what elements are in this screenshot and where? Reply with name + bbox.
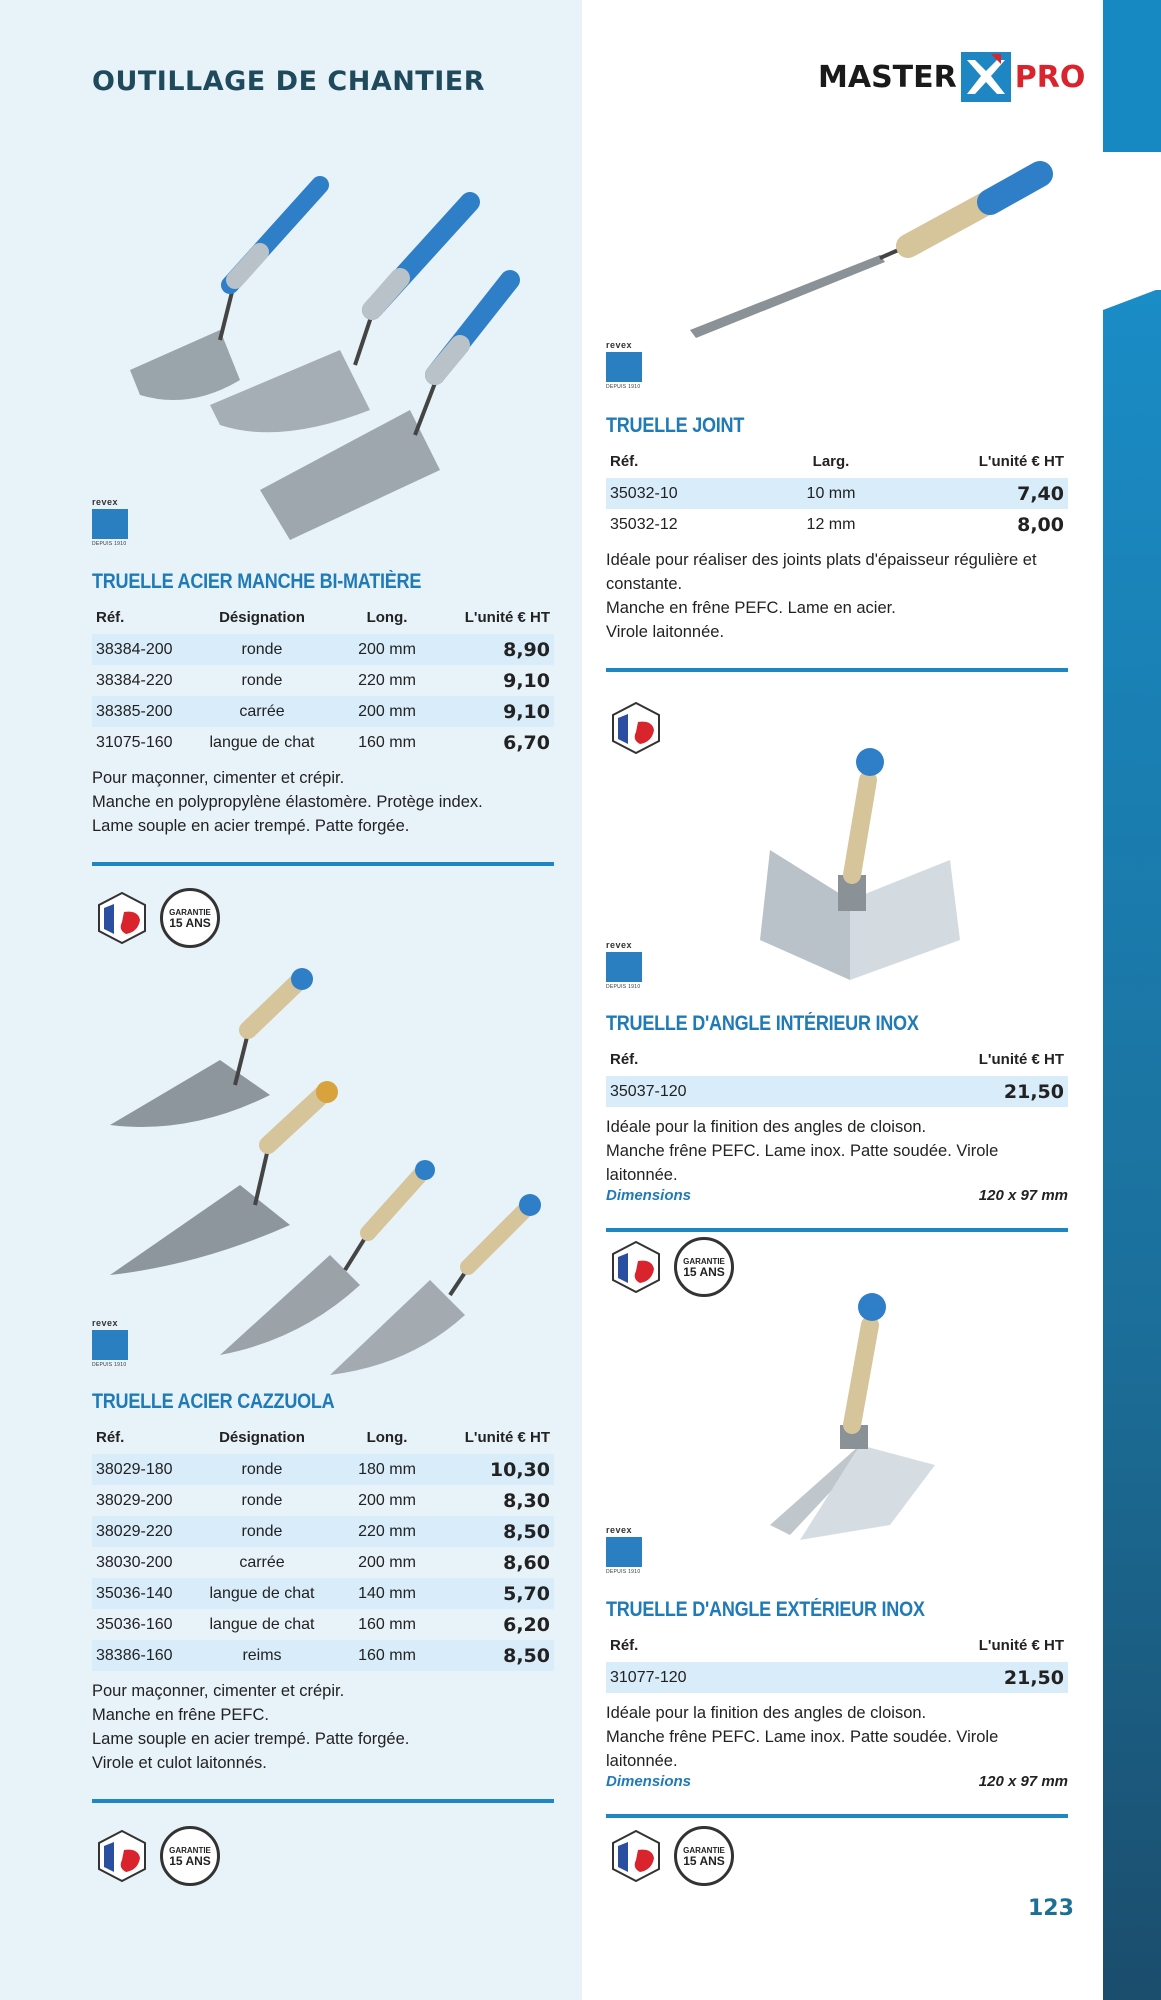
brand-name: revex	[92, 497, 119, 507]
page-title: OUTILLAGE DE CHANTIER	[92, 66, 486, 97]
desc-line: Manche en polypropylène élastomère. Protège index.	[92, 793, 483, 811]
desc-line: Pour maçonner, cimenter et crépir.	[92, 1682, 345, 1700]
brand-box	[606, 352, 642, 382]
cell-long: 200 mm	[358, 1553, 416, 1571]
header-ref: Réf.	[96, 608, 125, 626]
header-price: L'unité € HT	[464, 608, 550, 626]
desc-line: Manche frêne PEFC. Lame inox. Patte soudée. Virole laitonnée.	[606, 1728, 999, 1770]
revex-brand-logo	[606, 340, 642, 390]
table-header	[606, 1628, 1068, 1662]
cell-long: 220 mm	[358, 671, 416, 689]
product-description	[92, 766, 554, 838]
product-description	[606, 1701, 1068, 1773]
brand-name: revex	[606, 340, 633, 350]
badges	[94, 888, 220, 948]
desc-line: Pour maçonner, cimenter et crépir.	[92, 769, 345, 787]
cell-ref: 38384-220	[96, 671, 173, 689]
product-angle-interieur	[606, 1012, 1068, 1232]
product-truelle-joint	[606, 414, 1068, 672]
header-larg: Larg.	[812, 452, 850, 470]
section-divider	[92, 1799, 554, 1803]
brand-sub: DEPUIS 1910	[92, 541, 127, 547]
desc-line: Virole et culot laitonnés.	[92, 1754, 267, 1772]
cell-designation: langue de chat	[209, 733, 315, 751]
cell-ref: 38029-180	[92, 1454, 187, 1485]
cell-price: 5,70	[437, 1578, 554, 1609]
table-row	[92, 1516, 554, 1547]
cell-ref: 35037-120	[606, 1076, 826, 1107]
cell-ref: 38385-200	[92, 696, 187, 727]
cell-price: 9,10	[503, 669, 550, 692]
side-strip-main	[1103, 290, 1161, 2000]
table-header	[606, 1042, 1068, 1076]
revex-brand-logo	[606, 940, 642, 990]
dimensions-value: 120 x 97 mm	[978, 1773, 1068, 1790]
desc-line: Idéale pour la finition des angles de cloison.	[606, 1704, 927, 1722]
cell-price: 8,90	[437, 634, 554, 665]
cell-price: 8,50	[437, 1516, 554, 1547]
table-row	[92, 1640, 554, 1671]
brand-sub: DEPUIS 1910	[606, 384, 641, 390]
cell-ref: 35036-140	[92, 1578, 187, 1609]
product-image-truelle-joint	[680, 140, 1080, 350]
cell-ref: 38029-220	[92, 1516, 187, 1547]
logo-pro: PRO	[1014, 59, 1086, 95]
table-row	[92, 1578, 554, 1609]
product-image-angle-interieur	[750, 740, 980, 990]
cell-ref: 35032-10	[606, 478, 756, 509]
brand-box	[92, 509, 128, 539]
brand-sub: DEPUIS 1910	[606, 984, 641, 990]
product-bi-matiere	[92, 570, 554, 866]
cell-long: 160 mm	[337, 1640, 437, 1671]
cell-price: 21,50	[826, 1662, 1068, 1693]
header-price: L'unité € HT	[978, 452, 1064, 470]
spec-table	[92, 600, 554, 758]
table-row	[606, 478, 1068, 509]
header-long: Long.	[366, 1428, 408, 1446]
brand-sub: DEPUIS 1910	[92, 1362, 127, 1368]
guarantee-line1: GARANTIE	[683, 1256, 725, 1266]
made-in-france-icon	[94, 1828, 150, 1884]
cell-larg: 12 mm	[806, 515, 856, 533]
angle-int-trowel	[760, 748, 960, 980]
table-header	[92, 600, 554, 634]
cell-ref: 38386-160	[92, 1640, 187, 1671]
cell-price: 8,60	[503, 1551, 550, 1574]
revex-brand-logo	[92, 497, 128, 547]
desc-line: constante.	[606, 575, 683, 593]
desc-line: Lame souple en acier trempé. Patte forgée.	[92, 1730, 410, 1748]
cell-ref: 38030-200	[96, 1553, 173, 1571]
cell-designation: langue de chat	[187, 1578, 337, 1609]
joint-trowel	[690, 174, 1040, 338]
dimensions-label: Dimensions	[606, 1773, 692, 1790]
spec-table	[606, 444, 1068, 540]
masterpro-logo	[818, 52, 1085, 102]
cell-price: 6,70	[503, 731, 550, 754]
header-price: L'unité € HT	[978, 1050, 1064, 1068]
desc-line: Manche en frêne PEFC. Lame en acier.	[606, 599, 896, 617]
product-title: TRUELLE ACIER MANCHE BI-MATIÈRE	[92, 570, 422, 593]
guarantee-badge	[160, 888, 220, 948]
spec-table	[606, 1628, 1068, 1693]
cell-long: 160 mm	[358, 1615, 416, 1633]
cell-designation: reims	[187, 1640, 337, 1671]
badges	[94, 1826, 220, 1886]
cell-long: 180 mm	[337, 1454, 437, 1485]
guarantee-line2: 15 ANS	[683, 1853, 725, 1868]
header-ref: Réf.	[610, 452, 639, 470]
side-strip	[1103, 0, 1161, 2000]
spec-table	[92, 1420, 554, 1671]
header-ref: Réf.	[610, 1636, 639, 1654]
cell-ref: 31075-160	[96, 733, 173, 751]
page-number: 123	[1028, 1896, 1074, 1921]
guarantee-line1: GARANTIE	[169, 907, 211, 917]
cell-designation: carrée	[187, 696, 337, 727]
table-row	[92, 727, 554, 758]
header-ref: Réf.	[96, 1428, 125, 1446]
table-row	[92, 1609, 554, 1640]
product-image-angle-exterieur	[750, 1285, 980, 1545]
side-strip-notch	[1103, 288, 1161, 310]
brand-box	[606, 1537, 642, 1567]
badges	[608, 700, 664, 756]
table-row	[92, 665, 554, 696]
guarantee-line1: GARANTIE	[683, 1845, 725, 1855]
guarantee-badge	[160, 1826, 220, 1886]
cell-price: 9,10	[437, 696, 554, 727]
badges	[608, 1237, 734, 1297]
cell-designation: ronde	[187, 1516, 337, 1547]
product-description	[606, 1115, 1068, 1187]
trowel-1	[130, 185, 320, 400]
guarantee-line2: 15 ANS	[683, 1264, 725, 1279]
cell-designation: ronde	[187, 1454, 337, 1485]
table-row	[92, 696, 554, 727]
dimensions-value: 120 x 97 mm	[978, 1187, 1068, 1204]
cell-larg: 10 mm	[756, 478, 906, 509]
desc-line: Manche en frêne PEFC.	[92, 1706, 270, 1724]
cell-long: 160 mm	[358, 733, 416, 751]
section-divider	[92, 862, 554, 866]
guarantee-line2: 15 ANS	[169, 915, 211, 930]
brand-name: revex	[606, 1525, 633, 1535]
product-description	[606, 548, 1068, 644]
cell-long: 140 mm	[337, 1578, 437, 1609]
cell-price: 6,20	[503, 1613, 550, 1636]
angle-ext-trowel	[770, 1293, 935, 1540]
section-divider	[606, 668, 1068, 672]
cell-long: 200 mm	[358, 1491, 416, 1509]
cell-ref: 38384-200	[92, 634, 187, 665]
cell-designation: ronde	[241, 1491, 283, 1509]
table-row	[606, 1076, 1068, 1107]
header-price: L'unité € HT	[978, 1636, 1064, 1654]
cell-price: 21,50	[826, 1076, 1068, 1107]
table-row	[92, 1454, 554, 1485]
cell-long: 200 mm	[337, 634, 437, 665]
brand-box	[92, 1330, 128, 1360]
product-cazzuola	[92, 1390, 554, 1803]
cell-long: 220 mm	[337, 1516, 437, 1547]
product-image-trowels-bi-matiere	[110, 170, 550, 550]
brand-name: revex	[92, 1318, 119, 1328]
cell-long: 200 mm	[337, 696, 437, 727]
header-ref: Réf.	[610, 1050, 639, 1068]
revex-brand-logo	[606, 1525, 642, 1575]
table-row	[606, 1662, 1068, 1693]
header-price: L'unité € HT	[464, 1428, 550, 1446]
desc-line: Virole laitonnée.	[606, 623, 725, 641]
logo-cross-icon	[961, 52, 1011, 102]
badges	[608, 1826, 734, 1886]
side-strip-top	[1103, 0, 1161, 152]
cell-ref: 31077-120	[606, 1662, 826, 1693]
cell-ref: 35036-160	[96, 1615, 173, 1633]
guarantee-line1: GARANTIE	[169, 1845, 211, 1855]
desc-line: Lame souple en acier trempé. Patte forgée.	[92, 817, 410, 835]
guarantee-badge	[674, 1237, 734, 1297]
spec-table	[606, 1042, 1068, 1107]
trowel-1	[110, 968, 313, 1127]
table-row	[606, 509, 1068, 540]
cell-price: 8,50	[437, 1640, 554, 1671]
cell-designation: langue de chat	[209, 1615, 315, 1633]
brand-name: revex	[606, 940, 633, 950]
product-title: TRUELLE JOINT	[606, 414, 745, 437]
product-angle-exterieur	[606, 1598, 1068, 1818]
table-header	[606, 444, 1068, 478]
cell-ref: 38029-200	[96, 1491, 173, 1509]
desc-line: Idéale pour réaliser des joints plats d'épaisseur régulière et	[606, 551, 1037, 569]
made-in-france-icon	[608, 1239, 664, 1295]
product-image-trowels-cazzuola	[100, 965, 560, 1385]
product-title: TRUELLE D'ANGLE INTÉRIEUR INOX	[606, 1012, 919, 1035]
section-divider	[606, 1814, 1068, 1818]
guarantee-line2: 15 ANS	[169, 1853, 211, 1868]
dimensions-row	[606, 1773, 1068, 1790]
product-description	[92, 1679, 554, 1775]
cell-price: 7,40	[906, 478, 1068, 509]
cell-price: 8,00	[1017, 513, 1064, 536]
guarantee-badge	[674, 1826, 734, 1886]
made-in-france-icon	[94, 890, 150, 946]
logo-master: MASTER	[818, 59, 957, 95]
desc-line: Idéale pour la finition des angles de cloison.	[606, 1118, 927, 1136]
table-row	[92, 634, 554, 665]
made-in-france-icon	[608, 1828, 664, 1884]
cell-designation: ronde	[241, 671, 283, 689]
cell-designation: carrée	[239, 1553, 285, 1571]
dimensions-label: Dimensions	[606, 1187, 692, 1204]
revex-brand-logo	[92, 1318, 128, 1368]
cell-price: 8,30	[503, 1489, 550, 1512]
table-row	[92, 1485, 554, 1516]
brand-box	[606, 952, 642, 982]
cell-price: 10,30	[437, 1454, 554, 1485]
product-title: TRUELLE D'ANGLE EXTÉRIEUR INOX	[606, 1598, 925, 1621]
cell-ref: 35032-12	[610, 515, 678, 533]
section-divider	[606, 1228, 1068, 1232]
dimensions-row	[606, 1187, 1068, 1204]
product-title: TRUELLE ACIER CAZZUOLA	[92, 1390, 335, 1413]
header-designation: Désignation	[219, 1428, 305, 1446]
table-header	[92, 1420, 554, 1454]
made-in-france-icon	[608, 700, 664, 756]
cell-designation: ronde	[187, 634, 337, 665]
desc-line: Manche frêne PEFC. Lame inox. Patte soudée. Virole laitonnée.	[606, 1142, 999, 1184]
trowel-4	[330, 1194, 541, 1375]
table-row	[92, 1547, 554, 1578]
header-long: Long.	[366, 608, 408, 626]
header-designation: Désignation	[219, 608, 305, 626]
brand-sub: DEPUIS 1910	[606, 1569, 641, 1575]
